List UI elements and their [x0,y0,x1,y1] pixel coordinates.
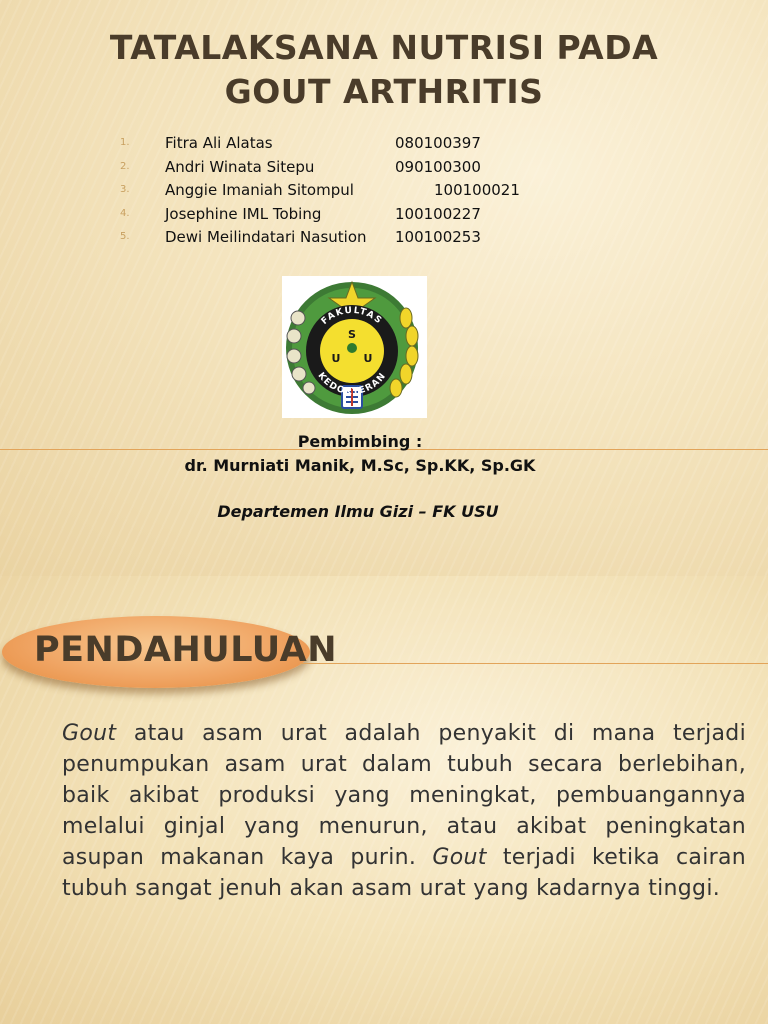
author-item [120,181,560,205]
author-id: 100100021 [434,181,520,199]
title-line-2: GOUT ARTHRITIS [224,72,544,111]
author-name: Josephine IML Tobing [165,204,322,223]
author-name: Dewi Meilindatari Nasution [165,228,367,246]
author-name: Anggie Imaniah Sitompul [165,181,354,199]
emblem-text-layer [282,276,427,418]
author-number: 4. [120,207,130,219]
term-gout: Gout [62,721,117,746]
author-id: 090100300 [395,157,481,176]
supervisor-name: dr. Murniati Manik, M.Sc, Sp.KK, Sp.GK [184,456,536,475]
author-item [120,134,560,158]
term-gout: Gout [432,845,487,870]
department-name: Departemen Ilmu Gizi – FK USU [217,502,499,521]
slide-title [0,26,768,114]
faculty-logo [282,276,427,418]
author-id: 100100227 [395,204,481,223]
emblem-ring-bottom-text: KEDOKTERAN [315,370,389,398]
author-list [120,134,560,252]
paragraph-text-1: atau asam urat adalah penyakit di mana terjadi penumpukan asam urat dalam tubuh secara berlebihan, baik akibat produksi yang meningkat, pembuangannya melalui ginjal yang menurun, atau akibat peningkatan asupan makanan kaya purin. [62,721,746,870]
author-item [120,158,560,182]
author-number: 1. [120,137,130,148]
author-id: 080100397 [395,134,481,152]
section-rule [300,663,768,664]
section-title: PENDAHULUAN [34,630,337,670]
author-number: 3. [120,184,130,195]
author-name: Andri Winata Sitepu [165,157,315,176]
author-number: 5. [120,231,130,242]
author-id: 100100253 [395,228,481,246]
title-line-1: TATALAKSANA NUTRISI PADA [109,28,659,67]
author-item [120,228,560,252]
author-number: 2. [120,160,130,172]
supervisor-label: Pembimbing : [297,432,423,451]
intro-slide [0,576,768,1024]
emblem-letter-u-left: U [331,352,341,365]
intro-paragraph [62,718,746,904]
paragraph-text-2: terjadi ketika cairan tubuh sangat jenuh akan asam urat yang kadarnya tinggi. [62,845,746,901]
author-name: Fitra Ali Alatas [165,134,273,152]
emblem-letter-u-right: U [363,352,373,365]
emblem-letter-s: S [348,328,356,341]
author-item [120,205,560,229]
emblem-ring-top-text: FAKULTAS [319,305,385,327]
